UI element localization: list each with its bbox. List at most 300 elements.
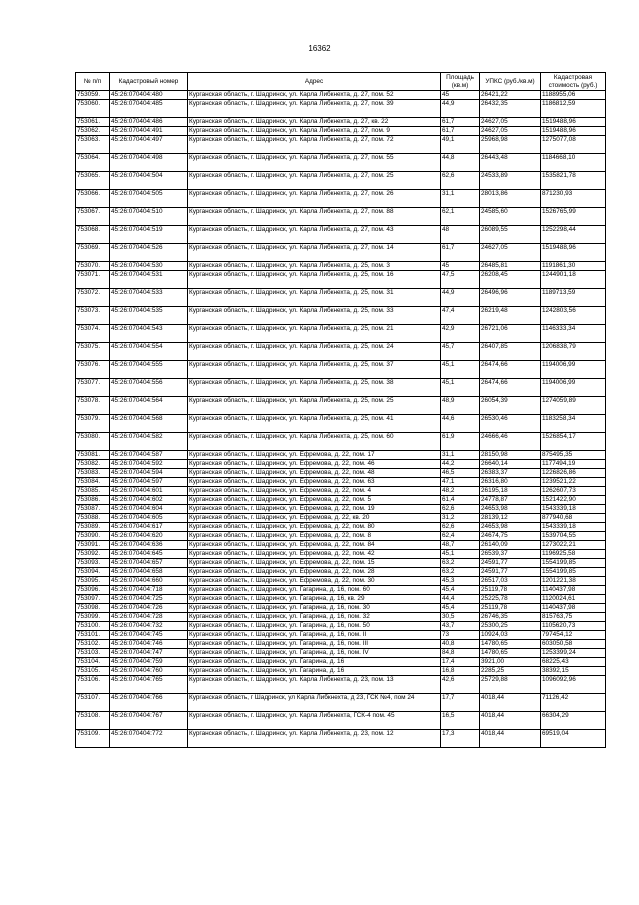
cadastral-cost-cell: 1521422,90 bbox=[541, 496, 606, 505]
table-row bbox=[76, 154, 606, 172]
upks-cell: 26496,96 bbox=[480, 289, 541, 307]
cadastral-cost-cell: 1539704,55 bbox=[541, 532, 606, 541]
area-cell: 40,8 bbox=[441, 640, 480, 649]
address-cell: Курганская область, г. Шадринск, ул. Карла Либкнехта, д. 27, пом. 39 bbox=[188, 100, 441, 118]
area-cell: 47,4 bbox=[441, 307, 480, 325]
cadastral-number-cell: 45:26:070404:556 bbox=[110, 379, 188, 397]
cadastral-number-cell: 45:26:070404:519 bbox=[110, 226, 188, 244]
row-number-cell: 753100. bbox=[76, 622, 110, 631]
address-cell: Курганская область, г. Шадринск, ул. Карла Либкнехта, д. 23, пом. 13 bbox=[188, 676, 441, 694]
cadastral-cost-cell: 1184668,10 bbox=[541, 154, 606, 172]
cadastral-cost-cell: 1194006,99 bbox=[541, 361, 606, 379]
row-number-cell: 753059. bbox=[76, 91, 110, 100]
row-number-cell: 753087. bbox=[76, 505, 110, 514]
area-cell: 61,7 bbox=[441, 244, 480, 262]
cadastral-cost-cell: 1262607,73 bbox=[541, 487, 606, 496]
cadastral-cost-cell: 1535821,78 bbox=[541, 172, 606, 190]
cadastral-cost-cell: 1183258,34 bbox=[541, 415, 606, 433]
table-row bbox=[76, 712, 606, 730]
row-number-cell: 753064. bbox=[76, 154, 110, 172]
area-cell: 45,4 bbox=[441, 586, 480, 595]
area-cell: 62,4 bbox=[441, 532, 480, 541]
table-row bbox=[76, 478, 606, 487]
row-number-cell: 753070. bbox=[76, 262, 110, 271]
row-number-cell: 753082. bbox=[76, 460, 110, 469]
upks-cell: 26721,06 bbox=[480, 325, 541, 343]
upks-cell: 28139,12 bbox=[480, 514, 541, 523]
col-header-address: Адрес bbox=[188, 73, 441, 91]
upks-cell: 24591,77 bbox=[480, 559, 541, 568]
table-row bbox=[76, 649, 606, 658]
area-cell: 63,2 bbox=[441, 559, 480, 568]
area-cell: 45,7 bbox=[441, 343, 480, 361]
address-cell: Курганская область, г. Шадринск, ул. Гагарина, д. 16, кв. 29 bbox=[188, 595, 441, 604]
cadastral-cost-cell: 1201221,38 bbox=[541, 577, 606, 586]
area-cell: 46,5 bbox=[441, 469, 480, 478]
row-number-cell: 753081. bbox=[76, 451, 110, 460]
table-row bbox=[76, 136, 606, 154]
table-row bbox=[76, 577, 606, 586]
table-row bbox=[76, 496, 606, 505]
cadastral-cost-cell: 1177494,19 bbox=[541, 460, 606, 469]
area-cell: 63,2 bbox=[441, 568, 480, 577]
cadastral-number-cell: 45:26:070404:766 bbox=[110, 694, 188, 712]
upks-cell: 2285,25 bbox=[480, 667, 541, 676]
area-cell: 61,7 bbox=[441, 127, 480, 136]
table-row bbox=[76, 172, 606, 190]
cadastral-number-cell: 45:26:070404:498 bbox=[110, 154, 188, 172]
area-cell: 30,5 bbox=[441, 613, 480, 622]
table-row bbox=[76, 433, 606, 451]
area-cell: 45,1 bbox=[441, 361, 480, 379]
row-number-cell: 753071. bbox=[76, 271, 110, 289]
address-cell: Курганская область, г. Шадринск, ул. Карла Либкнехта, д. 25, пом. 38 bbox=[188, 379, 441, 397]
upks-cell: 25968,98 bbox=[480, 136, 541, 154]
cadastral-cost-cell: 1543339,18 bbox=[541, 505, 606, 514]
upks-cell: 24674,75 bbox=[480, 532, 541, 541]
table-row bbox=[76, 289, 606, 307]
cadastral-number-cell: 45:26:070404:604 bbox=[110, 505, 188, 514]
cadastral-number-cell: 45:26:070404:597 bbox=[110, 478, 188, 487]
area-cell: 48 bbox=[441, 226, 480, 244]
table-row bbox=[76, 613, 606, 622]
cadastral-number-cell: 45:26:070404:772 bbox=[110, 730, 188, 748]
table-row bbox=[76, 415, 606, 433]
address-cell: Курганская область, г. Шадринск, ул. Ефремова, д. 22, пом. 84 bbox=[188, 541, 441, 550]
address-cell: Курганская область, г. Шадринск, ул. Гагарина, д. 16, пом. IV bbox=[188, 649, 441, 658]
cadastral-number-cell: 45:26:070404:765 bbox=[110, 676, 188, 694]
area-cell: 45,4 bbox=[441, 604, 480, 613]
area-cell: 44,8 bbox=[441, 154, 480, 172]
cadastral-number-cell: 45:26:070404:568 bbox=[110, 415, 188, 433]
area-cell: 44,6 bbox=[441, 415, 480, 433]
address-cell: Курганская область, г. Шадринск, ул. Карла Либкнехта, д. 25, пом. 24 bbox=[188, 343, 441, 361]
address-cell: Курганская область, г. Шадринск, ул. Гагарина, д. 16, пом. 32 bbox=[188, 613, 441, 622]
cadastral-number-cell: 45:26:070404:485 bbox=[110, 100, 188, 118]
upks-cell: 25300,25 bbox=[480, 622, 541, 631]
cadastral-cost-cell: 877940,68 bbox=[541, 514, 606, 523]
cadastral-number-cell: 45:26:070404:504 bbox=[110, 172, 188, 190]
row-number-cell: 753091. bbox=[76, 541, 110, 550]
address-cell: Курганская область, г. Шадринск, ул. Карла Либкнехта, д. 25, пом. 25 bbox=[188, 397, 441, 415]
upks-cell: 24666,46 bbox=[480, 433, 541, 451]
upks-cell: 24653,98 bbox=[480, 523, 541, 532]
row-number-cell: 753088. bbox=[76, 514, 110, 523]
row-number-cell: 753060. bbox=[76, 100, 110, 118]
address-cell: Курганская область, г. Шадринск, ул. Ефремова, д. 22, пом. 17 bbox=[188, 451, 441, 460]
upks-cell: 26474,66 bbox=[480, 379, 541, 397]
col-header-cost: Кадастровая стоимость (руб.) bbox=[541, 73, 606, 91]
cadastral-number-cell: 45:26:070404:617 bbox=[110, 523, 188, 532]
cadastral-number-cell: 45:26:070404:747 bbox=[110, 649, 188, 658]
upks-cell: 26421,22 bbox=[480, 91, 541, 100]
upks-cell: 26443,48 bbox=[480, 154, 541, 172]
address-cell: Курганская область, г. Шадринск, ул. Карла Либкнехта, д. 27, пом. 72 bbox=[188, 136, 441, 154]
cadastral-number-cell: 45:26:070404:582 bbox=[110, 433, 188, 451]
row-number-cell: 753096. bbox=[76, 586, 110, 595]
address-cell: Курганская область, г. Шадринск, ул. Карла Либкнехта, д. 27, пом. 14 bbox=[188, 244, 441, 262]
cadastral-number-cell: 45:26:070404:491 bbox=[110, 127, 188, 136]
cadastral-number-cell: 45:26:070404:725 bbox=[110, 595, 188, 604]
address-cell: Курганская область, г. Шадринск, ул. Карла Либкнехта, ГСК-4 пом. 45 bbox=[188, 712, 441, 730]
address-cell: Курганская область, г. Шадринск, ул. Карла Либкнехта, д. 27, пом. 88 bbox=[188, 208, 441, 226]
upks-cell: 28013,86 bbox=[480, 190, 541, 208]
upks-cell: 24627,05 bbox=[480, 118, 541, 127]
table-row bbox=[76, 523, 606, 532]
col-header-cadastral: Кадастровый номер bbox=[110, 73, 188, 91]
cadastral-cost-cell: 1275077,08 bbox=[541, 136, 606, 154]
row-number-cell: 753092. bbox=[76, 550, 110, 559]
cadastral-number-cell: 45:26:070404:526 bbox=[110, 244, 188, 262]
page-number: 16362 bbox=[308, 44, 331, 53]
table-row bbox=[76, 469, 606, 478]
upks-cell: 26485,81 bbox=[480, 262, 541, 271]
upks-cell: 24591,77 bbox=[480, 568, 541, 577]
cadastral-number-cell: 45:26:070404:620 bbox=[110, 532, 188, 541]
cadastral-number-cell: 45:26:070404:760 bbox=[110, 667, 188, 676]
cadastral-number-cell: 45:26:070404:660 bbox=[110, 577, 188, 586]
cadastral-cost-cell: 66304,29 bbox=[541, 712, 606, 730]
cadastral-number-cell: 45:26:070404:531 bbox=[110, 271, 188, 289]
cadastral-cost-cell: 1096092,96 bbox=[541, 676, 606, 694]
address-cell: Курганская область, г. Шадринск, ул. Гагарина, д. 16, пом. 50 bbox=[188, 622, 441, 631]
upks-cell: 4018,44 bbox=[480, 712, 541, 730]
cadastral-cost-cell: 1146333,34 bbox=[541, 325, 606, 343]
row-number-cell: 753090. bbox=[76, 532, 110, 541]
address-cell: Курганская область, г. Шадринск, ул. Карла Либкнехта, д. 25, пом. 60 bbox=[188, 433, 441, 451]
table-row bbox=[76, 100, 606, 118]
cadastral-cost-cell: 1273022,21 bbox=[541, 541, 606, 550]
cadastral-cost-cell: 1196925,58 bbox=[541, 550, 606, 559]
row-number-cell: 753077. bbox=[76, 379, 110, 397]
area-cell: 45,1 bbox=[441, 379, 480, 397]
row-number-cell: 753066. bbox=[76, 190, 110, 208]
table-row bbox=[76, 622, 606, 631]
upks-cell: 25119,78 bbox=[480, 586, 541, 595]
row-number-cell: 753063. bbox=[76, 136, 110, 154]
row-number-cell: 753089. bbox=[76, 523, 110, 532]
row-number-cell: 753083. bbox=[76, 469, 110, 478]
address-cell: Курганская область, г. Шадринск, ул. Карла Либкнехта, д. 27, пом. 26 bbox=[188, 190, 441, 208]
area-cell: 44,9 bbox=[441, 289, 480, 307]
area-cell: 73 bbox=[441, 631, 480, 640]
table-row bbox=[76, 118, 606, 127]
upks-cell: 24627,05 bbox=[480, 244, 541, 262]
row-number-cell: 753076. bbox=[76, 361, 110, 379]
address-cell: Курганская область, г. Шадринск, ул. Карла Либкнехта, д. 23, пом. 12 bbox=[188, 730, 441, 748]
col-header-number: № п/п bbox=[76, 73, 110, 91]
area-cell: 61,7 bbox=[441, 118, 480, 127]
cadastral-number-cell: 45:26:070404:601 bbox=[110, 487, 188, 496]
table-header-row bbox=[76, 73, 606, 91]
area-cell: 45 bbox=[441, 262, 480, 271]
address-cell: Курганская область, г. Шадринск, ул. Карла Либкнехта, д. 25, пом. 16 bbox=[188, 271, 441, 289]
upks-cell: 28150,98 bbox=[480, 451, 541, 460]
area-cell: 61,4 bbox=[441, 496, 480, 505]
upks-cell: 26140,09 bbox=[480, 541, 541, 550]
cadastral-number-cell: 45:26:070404:759 bbox=[110, 658, 188, 667]
table-row bbox=[76, 91, 606, 100]
cadastral-number-cell: 45:26:070404:510 bbox=[110, 208, 188, 226]
table-row bbox=[76, 640, 606, 649]
table-row bbox=[76, 190, 606, 208]
address-cell: Курганская область, г. Шадринск, ул. Карла Либкнехта, д. 27, пом. 52 bbox=[188, 91, 441, 100]
cadastral-cost-cell: 1554199,85 bbox=[541, 568, 606, 577]
address-cell: Курганская область, г. Шадринск, ул. Карла Либкнехта, д. 25, пом. 37 bbox=[188, 361, 441, 379]
area-cell: 31,1 bbox=[441, 451, 480, 460]
cadastral-number-cell: 45:26:070404:657 bbox=[110, 559, 188, 568]
cadastral-cost-cell: 1206838,79 bbox=[541, 343, 606, 361]
row-number-cell: 753079. bbox=[76, 415, 110, 433]
cadastral-cost-cell: 71126,42 bbox=[541, 694, 606, 712]
table-row bbox=[76, 604, 606, 613]
area-cell: 49,1 bbox=[441, 136, 480, 154]
area-cell: 44,2 bbox=[441, 460, 480, 469]
upks-cell: 26539,37 bbox=[480, 550, 541, 559]
cadastral-cost-cell: 1189713,59 bbox=[541, 289, 606, 307]
table-row bbox=[76, 595, 606, 604]
address-cell: Курганская область, г. Шадринск, ул. Гагарина, д. 16 bbox=[188, 667, 441, 676]
area-cell: 17,7 bbox=[441, 694, 480, 712]
row-number-cell: 753107. bbox=[76, 694, 110, 712]
cadastral-cost-cell: 1194006,99 bbox=[541, 379, 606, 397]
address-cell: Курганская область, г. Шадринск, ул. Гагарина, д. 16 bbox=[188, 658, 441, 667]
area-cell: 42,6 bbox=[441, 676, 480, 694]
table-row bbox=[76, 271, 606, 289]
table-row bbox=[76, 730, 606, 748]
cadastral-number-cell: 45:26:070404:543 bbox=[110, 325, 188, 343]
address-cell: Курганская область, г. Шадринск, ул. Ефремова, д. 22, пом. 5 bbox=[188, 496, 441, 505]
cadastral-cost-cell: 1519488,96 bbox=[541, 127, 606, 136]
upks-cell: 24627,05 bbox=[480, 127, 541, 136]
area-cell: 45 bbox=[441, 91, 480, 100]
area-cell: 31,2 bbox=[441, 514, 480, 523]
row-number-cell: 753098. bbox=[76, 604, 110, 613]
cadastral-cost-cell: 1242803,56 bbox=[541, 307, 606, 325]
table-row bbox=[76, 658, 606, 667]
cadastral-number-cell: 45:26:070404:602 bbox=[110, 496, 188, 505]
upks-cell: 25729,88 bbox=[480, 676, 541, 694]
table-row bbox=[76, 451, 606, 460]
cadastral-number-cell: 45:26:070404:505 bbox=[110, 190, 188, 208]
upks-cell: 14780,65 bbox=[480, 640, 541, 649]
area-cell: 45,1 bbox=[441, 550, 480, 559]
table-row bbox=[76, 532, 606, 541]
upks-cell: 26208,45 bbox=[480, 271, 541, 289]
col-header-upks: УПКС (руб./кв.м) bbox=[480, 73, 541, 91]
upks-cell: 14780,65 bbox=[480, 649, 541, 658]
table-row bbox=[76, 244, 606, 262]
row-number-cell: 753097. bbox=[76, 595, 110, 604]
upks-cell: 3921,00 bbox=[480, 658, 541, 667]
cadastral-cost-cell: 1226826,86 bbox=[541, 469, 606, 478]
cadastral-cost-cell: 1140437,98 bbox=[541, 586, 606, 595]
area-cell: 31,1 bbox=[441, 190, 480, 208]
cadastral-cost-cell: 1554199,85 bbox=[541, 559, 606, 568]
row-number-cell: 753074. bbox=[76, 325, 110, 343]
address-cell: Курганская область, г. Шадринск, ул. Карла Либкнехта, д. 27, пом. 43 bbox=[188, 226, 441, 244]
row-number-cell: 753065. bbox=[76, 172, 110, 190]
cadastral-number-cell: 45:26:070404:718 bbox=[110, 586, 188, 595]
table-row bbox=[76, 676, 606, 694]
area-cell: 62,6 bbox=[441, 505, 480, 514]
row-number-cell: 753109. bbox=[76, 730, 110, 748]
upks-cell: 24653,98 bbox=[480, 505, 541, 514]
area-cell: 44,9 bbox=[441, 100, 480, 118]
area-cell: 48,9 bbox=[441, 397, 480, 415]
row-number-cell: 753101. bbox=[76, 631, 110, 640]
table-row bbox=[76, 631, 606, 640]
row-number-cell: 753067. bbox=[76, 208, 110, 226]
row-number-cell: 753084. bbox=[76, 478, 110, 487]
row-number-cell: 753104. bbox=[76, 658, 110, 667]
area-cell: 44,4 bbox=[441, 595, 480, 604]
table-row bbox=[76, 226, 606, 244]
address-cell: Курганская область, г. Шадринск, ул. Гагарина, д. 16, пом. 60 bbox=[188, 586, 441, 595]
upks-cell: 26474,66 bbox=[480, 361, 541, 379]
cadastral-number-cell: 45:26:070404:587 bbox=[110, 451, 188, 460]
upks-cell: 26432,35 bbox=[480, 100, 541, 118]
cadastral-number-cell: 45:26:070404:594 bbox=[110, 469, 188, 478]
row-number-cell: 753099. bbox=[76, 613, 110, 622]
address-cell: Курганская область, г. Шадринск, ул. Ефремова, д. 22, пом. 80 bbox=[188, 523, 441, 532]
table-row bbox=[76, 586, 606, 595]
address-cell: Курганская область, г. Шадринск, ул. Карла Либкнехта, д. 25, пом. 3 bbox=[188, 262, 441, 271]
address-cell: Курганская область, г. Шадринск, ул. Гагарина, д. 16, пом. III bbox=[188, 640, 441, 649]
table-row bbox=[76, 487, 606, 496]
address-cell: Курганская область, г. Шадринск, ул. Ефремова, д. 22, пом. 28 bbox=[188, 568, 441, 577]
row-number-cell: 753103. bbox=[76, 649, 110, 658]
cadastral-number-cell: 45:26:070404:746 bbox=[110, 640, 188, 649]
row-number-cell: 753102. bbox=[76, 640, 110, 649]
cadastral-cost-cell: 1253399,24 bbox=[541, 649, 606, 658]
cadastral-cost-cell: 1191861,30 bbox=[541, 262, 606, 271]
upks-cell: 26195,18 bbox=[480, 487, 541, 496]
cadastral-cost-cell: 1274059,89 bbox=[541, 397, 606, 415]
address-cell: Курганская область, г. Шадринск, ул. Ефремова, д. 22, пом. 48 bbox=[188, 469, 441, 478]
cadastral-cost-cell: 69519,04 bbox=[541, 730, 606, 748]
address-cell: Курганская область, г. Шадринск, ул. Ефремова, д. 22, пом. 8 bbox=[188, 532, 441, 541]
upks-cell: 24778,87 bbox=[480, 496, 541, 505]
address-cell: Курганская область, г. Шадринск, ул. Карла Либкнехта, д. 27, пом. 9 bbox=[188, 127, 441, 136]
cadastral-cost-cell: 1239521,22 bbox=[541, 478, 606, 487]
area-cell: 16,5 bbox=[441, 712, 480, 730]
cadastral-cost-cell: 875495,35 bbox=[541, 451, 606, 460]
address-cell: Курганская область, г. Шадринск, ул. Ефремова, д. 22, пом. 30 bbox=[188, 577, 441, 586]
table-row bbox=[76, 505, 606, 514]
cadastral-cost-cell: 1519488,96 bbox=[541, 118, 606, 127]
table-row bbox=[76, 460, 606, 469]
address-cell: Курганская область, г. Шадринск, ул. Ефремова, д. 22, кв. 20 bbox=[188, 514, 441, 523]
table-row bbox=[76, 208, 606, 226]
table-row bbox=[76, 307, 606, 325]
row-number-cell: 753085. bbox=[76, 487, 110, 496]
cadastral-cost-cell: 871230,93 bbox=[541, 190, 606, 208]
cadastral-cost-cell: 1244901,18 bbox=[541, 271, 606, 289]
cadastral-cost-cell: 1526854,17 bbox=[541, 433, 606, 451]
table-row bbox=[76, 550, 606, 559]
cadastral-cost-cell: 815763,75 bbox=[541, 613, 606, 622]
cadastral-cost-cell: 1543339,18 bbox=[541, 523, 606, 532]
row-number-cell: 753073. bbox=[76, 307, 110, 325]
table-row bbox=[76, 361, 606, 379]
upks-cell: 24585,60 bbox=[480, 208, 541, 226]
upks-cell: 24533,89 bbox=[480, 172, 541, 190]
cadastral-number-cell: 45:26:070404:497 bbox=[110, 136, 188, 154]
cadastral-number-cell: 45:26:070404:533 bbox=[110, 289, 188, 307]
cadastral-number-cell: 45:26:070404:535 bbox=[110, 307, 188, 325]
address-cell: Курганская область, г Шадринск, ул Карла Либкнехта, д 23, ГСК №4, пом 24 bbox=[188, 694, 441, 712]
cadastral-number-cell: 45:26:070404:486 bbox=[110, 118, 188, 127]
table-row bbox=[76, 379, 606, 397]
cadastral-number-cell: 45:26:070404:554 bbox=[110, 343, 188, 361]
cadastral-number-cell: 45:26:070404:732 bbox=[110, 622, 188, 631]
row-number-cell: 753069. bbox=[76, 244, 110, 262]
cadastral-cost-cell: 603050,58 bbox=[541, 640, 606, 649]
address-cell: Курганская область, г. Шадринск, ул. Карла Либкнехта, д. 25, пом. 41 bbox=[188, 415, 441, 433]
cadastral-cost-cell: 1526765,99 bbox=[541, 208, 606, 226]
cadastral-cost-cell: 68225,43 bbox=[541, 658, 606, 667]
upks-cell: 26089,55 bbox=[480, 226, 541, 244]
upks-cell: 4018,44 bbox=[480, 694, 541, 712]
cadastral-number-cell: 45:26:070404:726 bbox=[110, 604, 188, 613]
cadastral-cost-cell: 1519488,96 bbox=[541, 244, 606, 262]
address-cell: Курганская область, г. Шадринск, ул. Гагарина, д. 16, пом. 30 bbox=[188, 604, 441, 613]
table-row bbox=[76, 559, 606, 568]
row-number-cell: 753075. bbox=[76, 343, 110, 361]
address-cell: Курганская область, г. Шадринск, ул. Ефремова, д. 22, пом. 15 bbox=[188, 559, 441, 568]
row-number-cell: 753095. bbox=[76, 577, 110, 586]
row-number-cell: 753093. bbox=[76, 559, 110, 568]
area-cell: 61,9 bbox=[441, 433, 480, 451]
cadastral-cost-cell: 1140437,98 bbox=[541, 604, 606, 613]
address-cell: Курганская область, г. Шадринск, ул. Ефремова, д. 22, пом. 63 bbox=[188, 478, 441, 487]
upks-cell: 10924,03 bbox=[480, 631, 541, 640]
area-cell: 47,1 bbox=[441, 478, 480, 487]
address-cell: Курганская область, г. Шадринск, ул. Карла Либкнехта, д. 25, пом. 21 bbox=[188, 325, 441, 343]
upks-cell: 26054,39 bbox=[480, 397, 541, 415]
cadastral-number-cell: 45:26:070404:530 bbox=[110, 262, 188, 271]
row-number-cell: 753080. bbox=[76, 433, 110, 451]
upks-cell: 26219,48 bbox=[480, 307, 541, 325]
row-number-cell: 753072. bbox=[76, 289, 110, 307]
row-number-cell: 753094. bbox=[76, 568, 110, 577]
row-number-cell: 753061. bbox=[76, 118, 110, 127]
cadastral-table bbox=[75, 72, 606, 748]
upks-cell: 26746,35 bbox=[480, 613, 541, 622]
row-number-cell: 753068. bbox=[76, 226, 110, 244]
row-number-cell: 753106. bbox=[76, 676, 110, 694]
